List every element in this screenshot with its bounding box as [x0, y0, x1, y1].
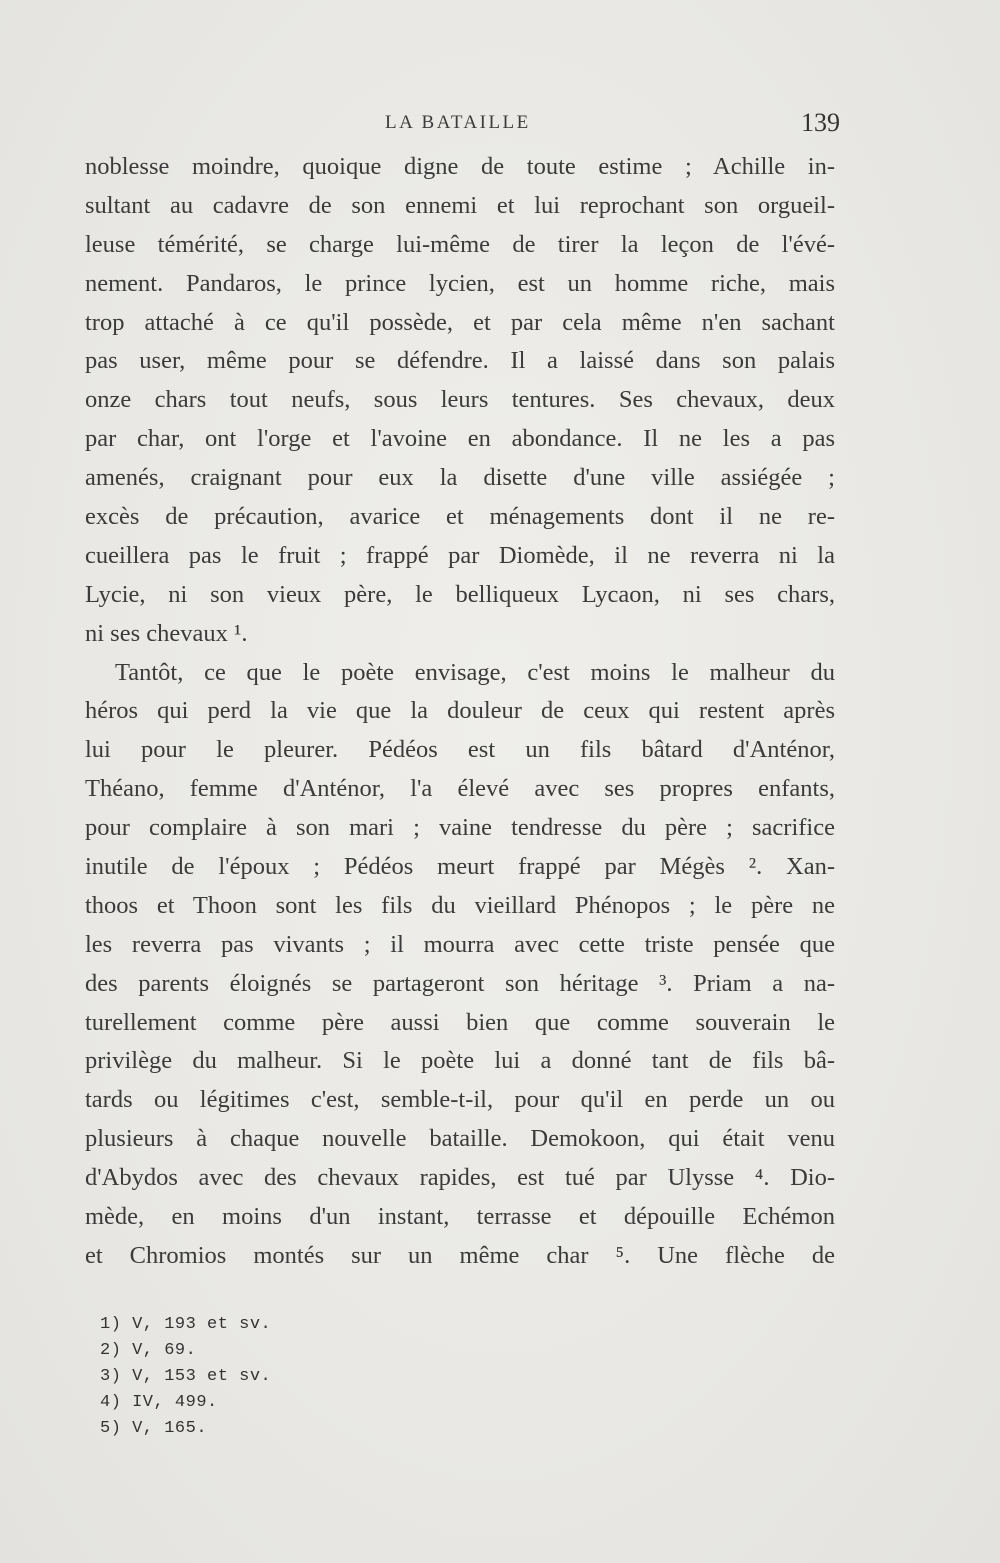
footnote: 2) V, 69.	[100, 1341, 197, 1360]
text-line: onze chars tout neufs, sous leurs tentures. Ses chevaux, deux	[85, 386, 835, 414]
text-line: privilège du malheur. Si le poète lui a donné tant de fils bâ-	[85, 1047, 835, 1075]
text-line: nement. Pandaros, le prince lycien, est un homme riche, mais	[85, 269, 835, 297]
text-line: lui pour le pleurer. Pédéos est un fils bâtard d'Anténor,	[85, 736, 835, 764]
text-line: inutile de l'époux ; Pédéos meurt frappé par Mégès ². Xan-	[85, 853, 835, 881]
text-line: trop attaché à ce qu'il possède, et par cela même n'en sachant	[85, 308, 835, 336]
footnote: 5) V, 165.	[100, 1419, 208, 1438]
text-line: des parents éloignés se partageront son héritage ³. Priam a na-	[85, 969, 835, 997]
paragraph-2	[85, 654, 835, 1276]
text-line: pour complaire à son mari ; vaine tendresse du père ; sacrifice	[85, 814, 835, 842]
footnote: 3) V, 153 et sv.	[100, 1367, 272, 1386]
paragraph-1	[85, 148, 835, 654]
text-line: Lycie, ni son vieux père, le belliqueux Lycaon, ni ses chars,	[85, 580, 835, 608]
footnote: 1) V, 193 et sv.	[100, 1315, 272, 1334]
text-line: d'Abydos avec des chevaux rapides, est tué par Ulysse ⁴. Dio-	[85, 1164, 835, 1192]
footnotes	[100, 1312, 500, 1442]
text-line: amenés, craignant pour eux la disette d'une ville assiégée ;	[85, 464, 835, 492]
text-line: Théano, femme d'Anténor, l'a élevé avec ses propres enfants,	[85, 775, 835, 803]
running-title: LA BATAILLE	[385, 112, 531, 133]
text-line: cueillera pas le fruit ; frappé par Diomède, il ne reverra ni la	[85, 541, 835, 569]
text-line: mède, en moins d'un instant, terrasse et dépouille Echémon	[85, 1203, 835, 1231]
text-line: ni ses chevaux ¹.	[85, 619, 248, 647]
text-line: leuse témérité, se charge lui-même de tirer la leçon de l'évé-	[85, 230, 835, 258]
body-text	[85, 148, 835, 1276]
text-line: turellement comme père aussi bien que comme souverain le	[85, 1008, 835, 1036]
footnote: 4) IV, 499.	[100, 1393, 218, 1412]
text-line: excès de précaution, avarice et ménagements dont il ne re-	[85, 503, 835, 531]
text-line: pas user, même pour se défendre. Il a laissé dans son palais	[85, 347, 835, 375]
text-line: noblesse moindre, quoique digne de toute estime ; Achille in-	[85, 153, 835, 180]
text-line: tards ou légitimes c'est, semble-t-il, pour qu'il en perde un ou	[85, 1086, 835, 1114]
text-line: héros qui perd la vie que la douleur de ceux qui restent après	[85, 697, 835, 725]
text-line: sultant au cadavre de son ennemi et lui reprochant son orgueil-	[85, 191, 835, 219]
text-line: Tantôt, ce que le poète envisage, c'est moins le malheur du	[115, 658, 835, 686]
text-line: plusieurs à chaque nouvelle bataille. Demokoon, qui était venu	[85, 1125, 835, 1153]
text-line: par char, ont l'orge et l'avoine en abondance. Il ne les a pas	[85, 425, 835, 453]
text-line: thoos et Thoon sont les fils du vieillard Phénopos ; le père ne	[85, 891, 835, 919]
running-head	[85, 108, 840, 138]
text-line: et Chromios montés sur un même char ⁵. Une flèche de	[85, 1241, 835, 1269]
text-line: les reverra pas vivants ; il mourra avec cette triste pensée que	[85, 930, 835, 958]
page-number: 139	[801, 108, 840, 137]
